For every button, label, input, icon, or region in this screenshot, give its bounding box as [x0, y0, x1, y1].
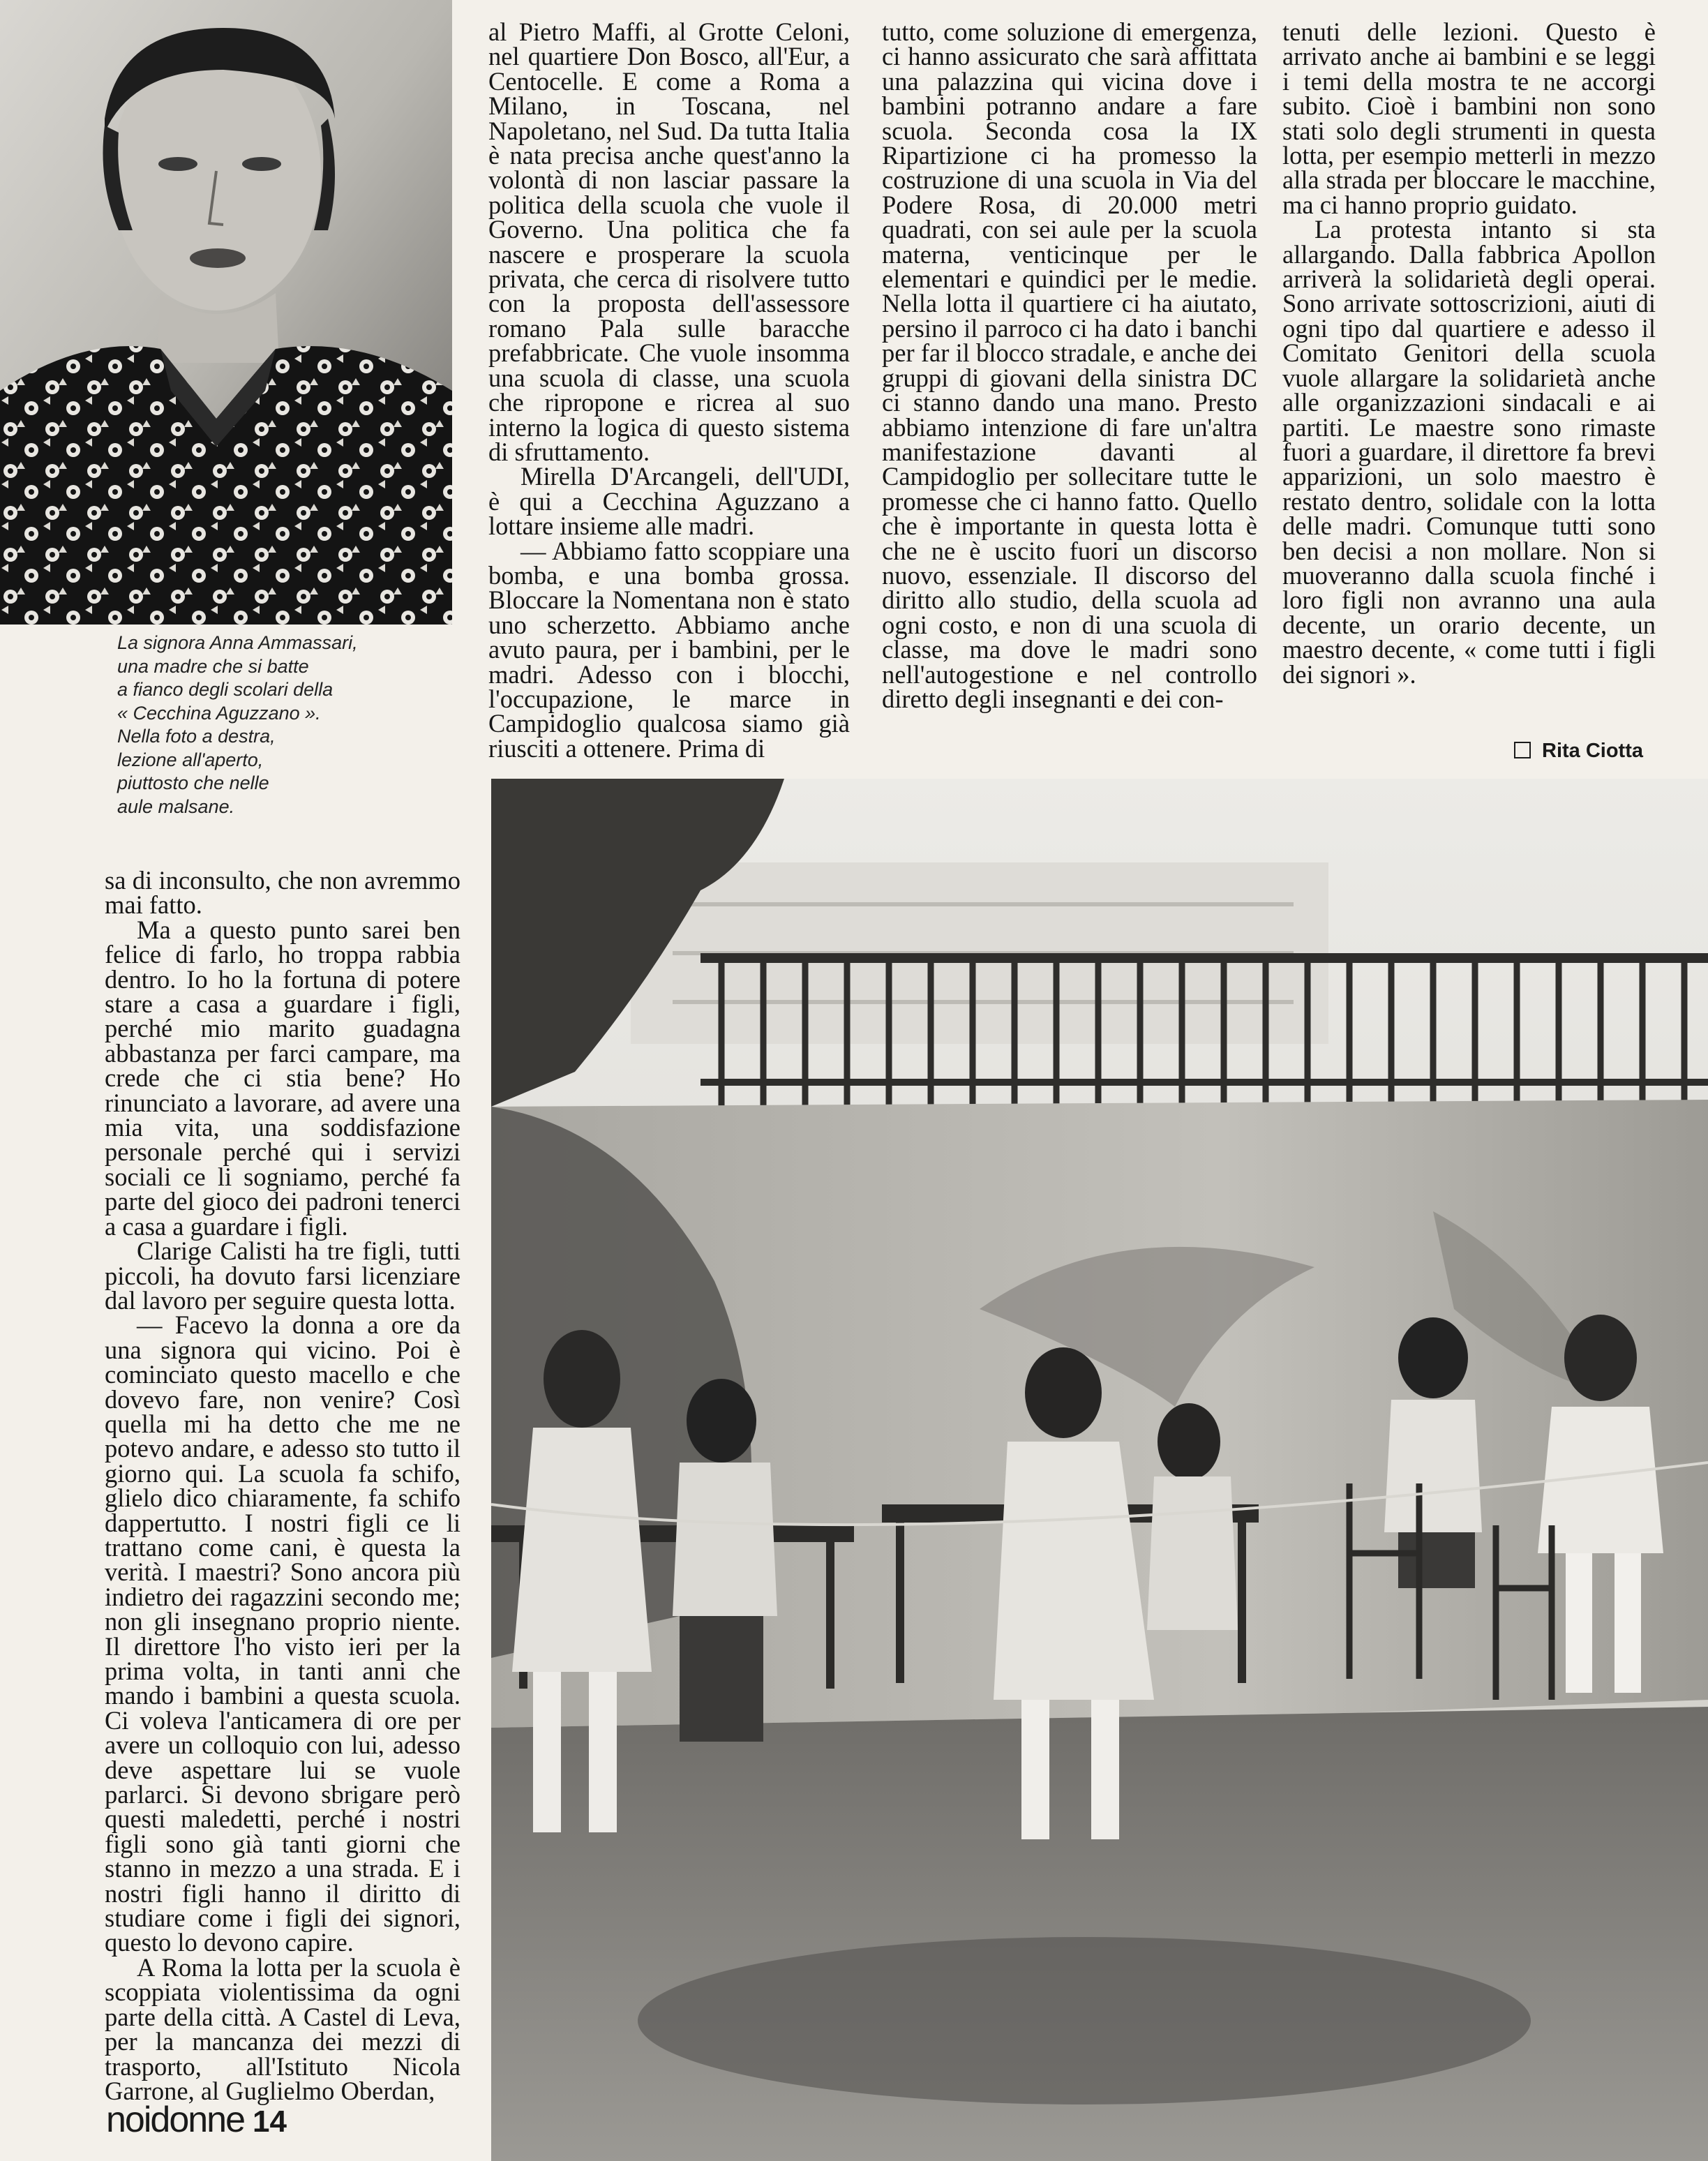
caption-line: La signora Anna Ammassari,: [117, 632, 358, 653]
paragraph: La protesta intanto si sta allargando. Dalla fabbrica Apollon arriverà la solidarietà degli operai. Sono arrivate sottoscrizioni, aiuti di ogni tipo dal quartiere e adesso il Comitato Genitori della scuola vuole allargare la solidarietà anche alle organizzazioni sindacali e ai partiti. Le maestre sono rimaste fuori a guardare, il direttore fa brevi apparizioni, un solo maestro è restato dentro, solidale con la lotta delle madri. Comunque tutti sono ben decisi a non mollare. Non si muoveranno dalla scuola finché i loro figli non avranno una aula decente, un orario decente, un maestro decente, « come tutti i figli dei signori ».: [1282, 215, 1656, 689]
caption-line: « Cecchina Aguzzano ».: [117, 702, 321, 724]
end-square-icon: [1514, 742, 1531, 758]
portrait-photo-graphic: [0, 0, 452, 625]
article-column-4: [105, 868, 460, 2103]
caption-line: aule malsane.: [117, 795, 235, 817]
caption-line: a fianco degli scolari della: [117, 679, 334, 700]
paragraph: A Roma la lotta per la scuola è scoppiata violentissima da ogni parte della città. A Castel di Leva, per la mancanza dei mezzi di trasporto, all'Istituto Nicola Garrone, al Guglielmo Oberdan,: [105, 1952, 460, 2105]
portrait-photo: [0, 0, 452, 625]
page-footer: [106, 2099, 287, 2141]
caption-line: una madre che si batte: [117, 655, 309, 677]
article-column-2: [882, 17, 1257, 713]
outdoor-lesson-photo: [491, 779, 1708, 2161]
photo-caption: [117, 631, 445, 818]
outdoor-lesson-photo-graphic: [491, 779, 1708, 2161]
article-column-1: [488, 17, 850, 763]
author-signature: [1514, 740, 1643, 763]
paragraph: sa di inconsulto, che non avremmo mai fatto.: [105, 866, 460, 920]
paragraph: Ma a questo punto sarei ben felice di farlo, ho troppa rabbia dentro. Io ho la fortuna di potere stare a casa a guardare i figli, perché mio marito guadagna abbastanza per farci campare, ma crede che ci stia bene? Ho rinunciato a lavorare, ad avere una mia vita, una soddisfazione personale perché qui i servizi sociali ce li sogniamo, perché fa parte del gioco dei padroni tenerci a casa a guardare i figli.: [105, 915, 460, 1241]
caption-line: piuttosto che nelle: [117, 772, 269, 793]
article-column-3: [1282, 17, 1656, 689]
caption-line: Nella foto a destra,: [117, 726, 276, 747]
paragraph: — Abbiamo fatto scoppiare una bomba, e una bomba grossa. Bloccare la Nomentana non è stato uno scherzetto. Abbiamo anche avuto paura, per i bambini, per le madri. Adesso con i blocchi, l'occupazione, le marce in Campidoglio qualcosa siamo già riusciti a ottenere. Prima di: [488, 536, 850, 763]
author-name: Rita Ciotta: [1542, 740, 1643, 762]
paragraph: al Pietro Maffi, al Grotte Celoni, nel quartiere Don Bosco, all'Eur, a Centocelle. E come a Roma a Milano, in Toscana, nel Napoletano, nel Sud. Da tutta Italia è nata precisa anche quest'anno la volontà di non lasciar passare la politica della scuola che vuole il Governo. Una politica che fa nascere e prosperare la scuola privata, che cerca di risolvere tutto con la proposta dell'assessore romano Pala sulle baracche prefabbricate. Che vuole insomma una scuola di classe, una scuola che ripropone e ricrea al suo interno la logica di questo sistema di sfruttamento.: [488, 17, 850, 466]
page-number: 14: [253, 2104, 287, 2139]
paragraph: tenuti delle lezioni. Questo è arrivato anche ai bambini e se leggi i temi della mostra te ne accorgi subito. Cioè i bambini non sono stati solo degli strumenti in questa lotta, per esempio metterli in mezzo alla strada per bloccare le macchine, ma ci hanno proprio guidato.: [1282, 17, 1656, 219]
magazine-name: noidonne: [106, 2100, 244, 2140]
paragraph: tutto, come soluzione di emergenza, ci hanno assicurato che sarà affittata una palazzina qui vicina dove i bambini potranno andare a fare scuola. Seconda cosa la IX Ripartizione ci ha promesso la costruzione di una scuola in Via del Podere Rosa, di 20.000 metri quadrati, con sei aule per la scuola materna, venticinque per le elementari e quindici per le medie. Nella lotta il quartiere ci ha aiutato, persino il parroco ci ha dato i banchi per far il blocco stradale, e anche dei gruppi di giovani della sinistra DC ci stanno dando una mano. Presto abbiamo intenzione di fare un'altra manifestazione davanti al Campidoglio per sollecitare tutte le promesse che ci hanno fatto. Quello che è importante in questa lotta è che ne è uscito fuori un discorso nuovo, essenziale. Il discorso del diritto allo studio, della scuola ad ogni costo, e non di una scuola di classe, ma dove le madri sono nell'autogestione e nel controllo diretto degli insegnanti e dei con-: [882, 17, 1257, 713]
paragraph: Mirella D'Arcangeli, dell'UDI, è qui a Cecchina Aguzzano a lottare insieme alle madri.: [488, 462, 850, 541]
paragraph: — Facevo la donna a ore da una signora qui vicino. Poi è cominciato questo macello e che dovevo fare, non venire? Così quella mi ha detto che me ne potevo andare, e adesso sto tutto il giorno qui. La scuola fa schifo, glielo dico chiaramente, fa schifo dappertutto. I nostri figli ce li trattano come cani, è questa la verità. I maestri? Sono ancora più indietro dei ragazzini secondo me; non gli insegnano proprio niente. Il direttore l'ho visto ieri per la prima volta, in tanti anni che mando i bambini a questa scuola. Ci voleva l'anticamera di ore per avere un colloquio con lui, adesso deve aspettare lui se vuole parlarci. Si devono sbrigare però questi maledetti, perché i nostri figli sono già tanti giorni che stanno in mezzo a una strada. E i nostri figli hanno il diritto di studiare come i figli dei signori, questo lo devono capire.: [105, 1310, 460, 1957]
paragraph: Clarige Calisti ha tre figli, tutti piccoli, ha dovuto farsi licenziare dal lavoro per seguire questa lotta.: [105, 1236, 460, 1315]
caption-line: lezione all'aperto,: [117, 749, 264, 770]
